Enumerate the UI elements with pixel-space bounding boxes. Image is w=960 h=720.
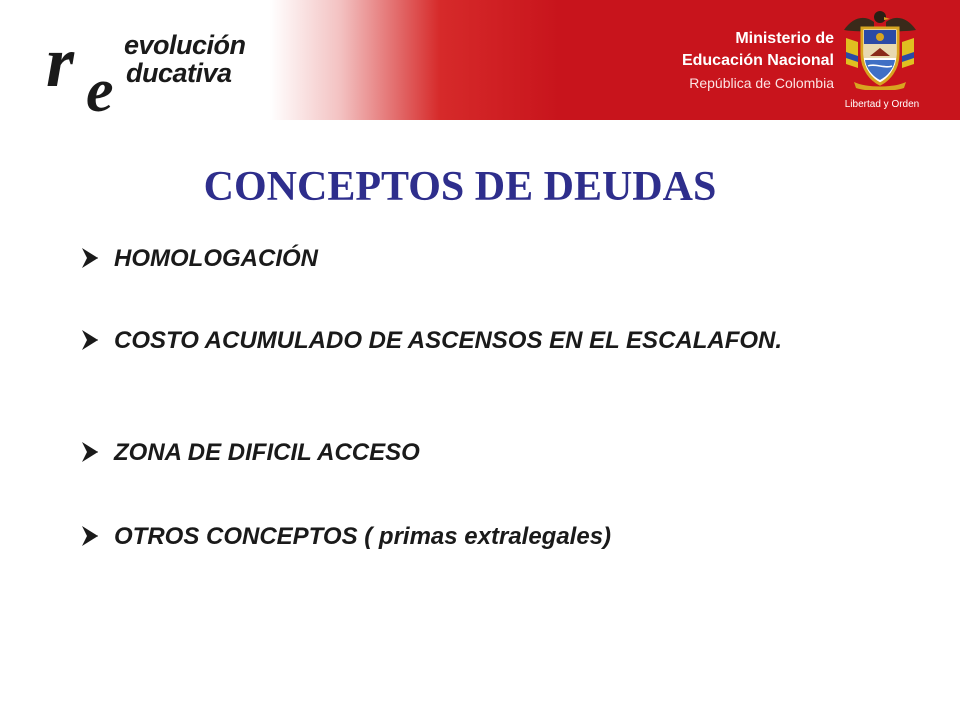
ministry-motto: Libertad y Orden xyxy=(844,99,920,110)
ministry-line-1: Ministerio de xyxy=(735,30,834,47)
ministry-line-3: República de Colombia xyxy=(689,75,834,91)
logo-word-educativa: ducativa xyxy=(126,58,232,88)
bullet-text: COSTO ACUMULADO DE ASCENSOS EN EL ESCALAFON. xyxy=(114,327,783,354)
logo-letter-r: r xyxy=(46,22,75,102)
bullet-item xyxy=(78,522,814,552)
arrow-bullet-icon xyxy=(78,522,114,550)
arrow-bullet-icon xyxy=(78,438,114,466)
bullet-text: HOMOLOGACIÓN xyxy=(114,245,318,272)
bullet-item xyxy=(78,326,814,356)
slide-title: CONCEPTOS DE DEUDAS xyxy=(203,164,717,210)
slide-header xyxy=(0,0,960,125)
ministry-name xyxy=(678,28,834,94)
colombia-coat-of-arms-icon xyxy=(840,8,920,90)
bullet-text: OTROS CONCEPTOS ( primas extralegales) xyxy=(114,523,612,550)
logo-word-revolucion: evolución xyxy=(124,30,246,60)
bullet-item xyxy=(78,438,814,468)
bullet-text: ZONA DE DIFICIL ACCESO xyxy=(114,439,420,466)
arrow-bullet-icon xyxy=(78,326,114,354)
ministry-line-2: Educación Nacional xyxy=(681,52,834,69)
arrow-bullet-icon xyxy=(78,244,114,272)
revolucion-educativa-logo xyxy=(46,20,286,125)
logo-letter-e: e xyxy=(86,57,114,125)
bullet-item xyxy=(78,244,814,274)
